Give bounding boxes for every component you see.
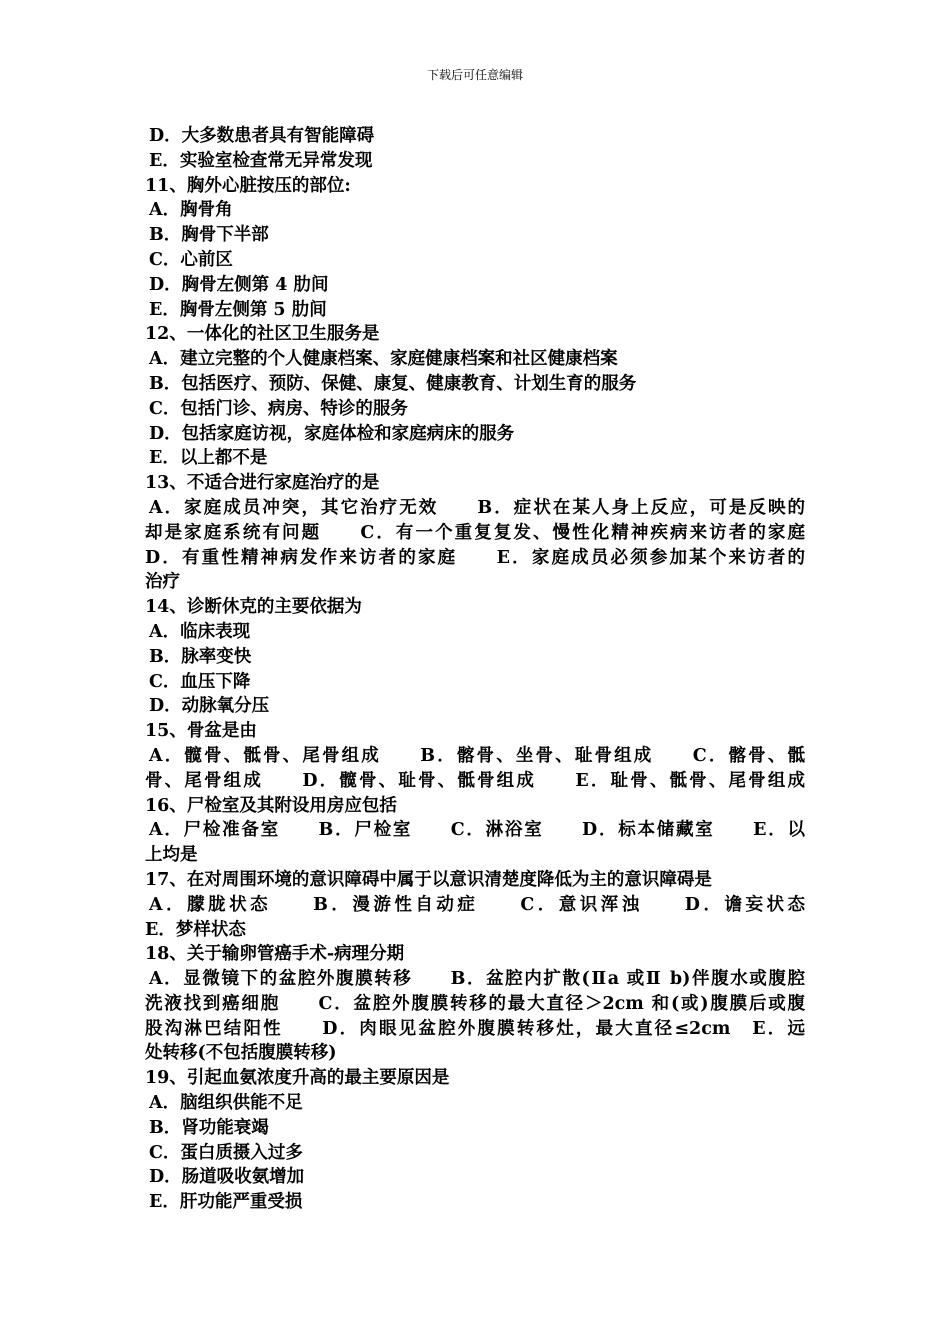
text-line: B．胸骨下半部 [149,225,269,246]
text-line: A．尸检准备室 B．尸检室 C．淋浴室 D．标本储藏室 E．以 [149,820,805,841]
text-line: 15、骨盆是由 [145,721,257,742]
text-line: A．显微镜下的盆腔外腹膜转移 B．盆腔内扩散(Ⅱa 或Ⅱ b)伴腹水或腹腔 [149,969,805,990]
text-line: A．胸骨角 [149,200,233,221]
text-line: 处转移(不包括腹膜转移) [145,1043,337,1064]
text-line: E．以上都不是 [149,448,268,469]
text-line: B．肾功能衰竭 [149,1117,269,1138]
text-line: 14、诊断休克的主要依据为 [145,597,362,618]
text-line: E．肝功能严重受损 [149,1192,303,1213]
text-line: A．髋骨、骶骨、尾骨组成 B．髂骨、坐骨、耻骨组成 C．髂骨、骶 [149,745,805,766]
text-line: E．梦样状态 [145,919,246,940]
document-body [145,124,805,1215]
text-line: C．心前区 [149,249,233,270]
text-line: A．临床表现 [149,621,251,642]
text-line: 12、一体化的社区卫生服务是 [145,324,380,345]
text-line: D．肠道吸收氨增加 [149,1167,305,1188]
text-line: 19、引起血氨浓度升高的最主要原因是 [145,1068,450,1089]
text-line: 11、胸外心脏按压的部位: [145,175,351,196]
text-line: 16、尸检室及其附设用房应包括 [145,795,397,816]
text-line: D．大多数患者具有智能障碍 [149,126,375,146]
text-line: A．建立完整的个人健康档案、家庭健康档案和社区健康档案 [149,349,618,370]
text-line: C．蛋白质摄入过多 [149,1142,303,1163]
text-line: A．朦胧状态 B．漫游性自动症 C．意识浑浊 D．谵妄状态 [149,894,805,915]
text-line: 治疗 [145,572,180,593]
text-line: 18、关于输卵管癌手术-病理分期 [145,944,405,965]
text-line: 骨、尾骨组成 D．髋骨、耻骨、骶骨组成 E．耻骨、骶骨、尾骨组成 [145,770,805,791]
text-line: B．包括医疗、预防、保健、康复、健康教育、计划生育的服务 [149,373,637,394]
text-line: 上均是 [145,845,198,866]
text-line: 股沟淋巴结阳性 D．肉眼见盆腔外腹膜转移灶，最大直径≤2cm E．远 [145,1018,805,1039]
text-line: C．包括门诊、病房、特诊的服务 [149,398,408,419]
text-line: 13、不适合进行家庭治疗的是 [145,473,380,494]
text-line: A．脑组织供能不足 [149,1093,303,1114]
text-line: E．胸骨左侧第 5 肋间 [149,299,327,320]
text-line: D．胸骨左侧第 4 肋间 [149,274,329,295]
text-line: B．脉率变快 [149,646,252,667]
text-line: D．动脉氧分压 [149,696,270,717]
page-header: 下载后可任意编辑 [426,68,523,82]
text-line: 17、在对周围环境的意识障碍中属于以意识清楚度降低为主的意识障碍是 [145,869,712,890]
text-line: D．包括家庭访视，家庭体检和家庭病床的服务 [149,423,515,444]
text-line: C．血压下降 [149,671,251,692]
text-line: 洗液找到癌细胞 C．盆腔外腹膜转移的最大直径＞2cm 和(或)腹膜后或腹 [145,993,805,1014]
text-line: D．有重性精神病发作来访者的家庭 E．家庭成员必须参加某个来访者的 [145,547,805,568]
text-line: E．实验室检查常无异常发现 [149,150,373,171]
text-line: A．家庭成员冲突，其它治疗无效 B．症状在某人身上反应，可是反映的 [149,497,805,518]
text-line: 却是家庭系统有问题 C．有一个重复复发、慢性化精神疾病来访者的家庭 [145,522,805,543]
